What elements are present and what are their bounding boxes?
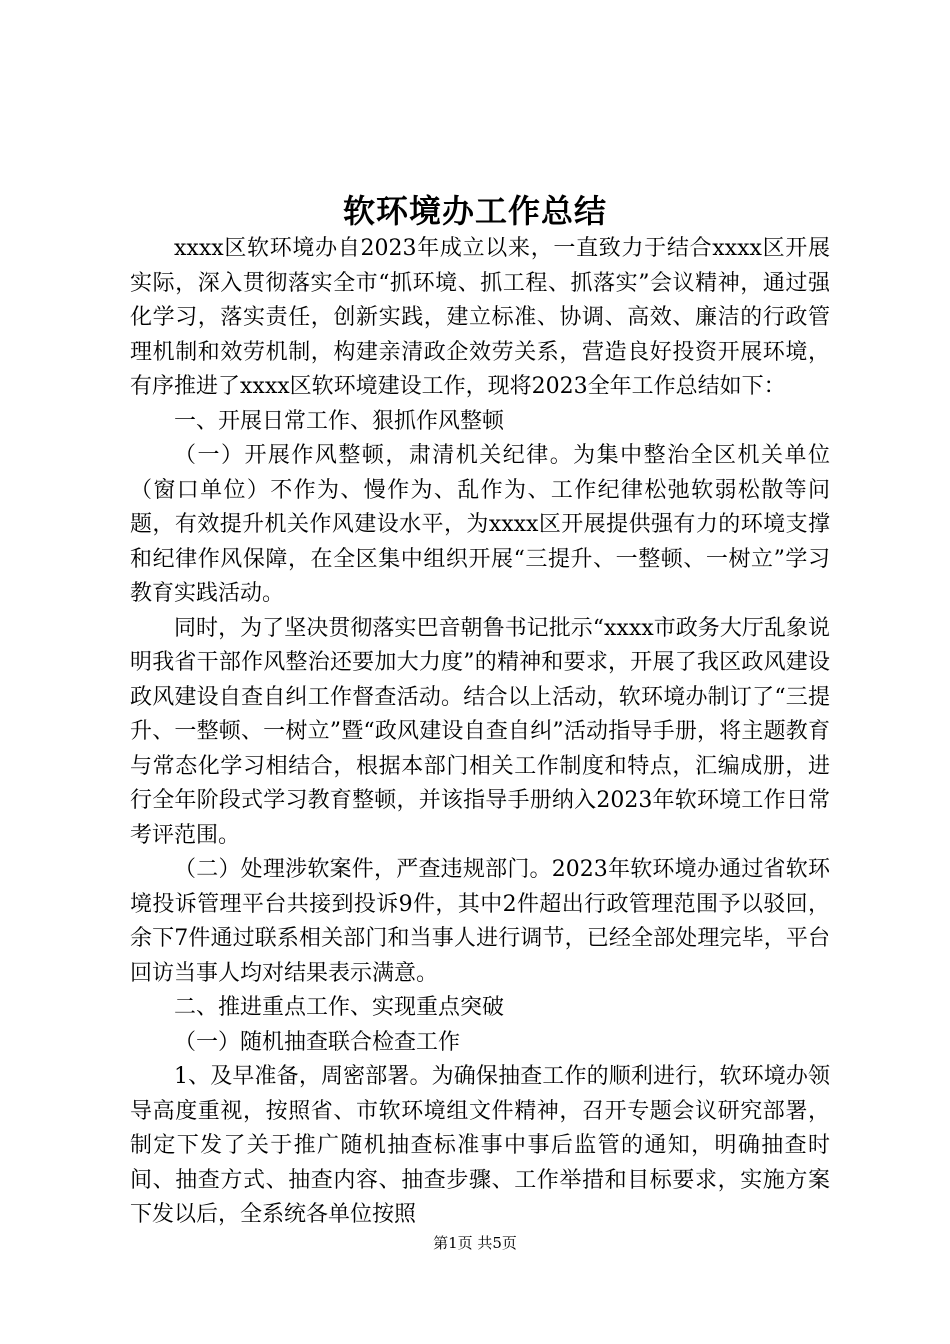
document-title: 软环境办工作总结 [342, 192, 607, 230]
paragraph-1-2: （二）处理涉软案件，严查违规部门。2023年软环境办通过省软环境投诉管理平台共接到投诉9件，其中2件超出行政管理范围予以驳回，余下7件通过联系相关部门和当事人进行调节，已经全部处理完毕，平台回访当事人均对结果表示满意。 [130, 857, 830, 986]
paragraph-1-1-continued: 同时，为了坚决贯彻落实巴音朝鲁书记批示“xxxx市政务大厅乱象说明我省干部作风整治还要加大力度”的精神和要求，开展了我区政风建设政风建设自查自纠工作督查活动。结合以上活动，软环境办制订了“三提升、一整顿、一树立”暨“政风建设自查自纠”活动指导手册，将主题教育与常态化学习相结合，根据本部门相关工作制度和特点，汇编成册，进行全年阶段式学习教育整顿，并该指导手册纳入2023年软环境工作日常考评范围。 [130, 615, 830, 848]
subsection-heading-2-1: （一）随机抽查联合检查工作 [174, 1029, 461, 1055]
page-number-footer: 第1页 共5页 [433, 1234, 517, 1252]
paragraph-1-1: （一）开展作风整顿，肃清机关纪律。为集中整治全区机关单位（窗口单位）不作为、慢作为、乱作为、工作纪律松弛软弱松散等问题，有效提升机关作风建设水平，为xxxx区开展提供强有力的环境支撑和纪律作风保障，在全区集中组织开展“三提升、一整顿、一树立”学习教育实践活动。 [130, 443, 830, 606]
paragraph-2-1-1: 1、及早准备，周密部署。为确保抽查工作的顺利进行，软环境办领导高度重视，按照省、市软环境组文件精神，召开专题会议研究部署，制定下发了关于推广随机抽查标准事中事后监管的通知，明确抽查时间、抽查方式、抽查内容、抽查步骤、工作举措和目标要求，实施方案下发以后，全系统各单位按照 [130, 1064, 830, 1227]
document-body [130, 232, 830, 1233]
paragraph-intro: xxxx区软环境办自2023年成立以来，一直致力于结合xxxx区开展实际，深入贯彻落实全市“抓环境、抓工程、抓落实”会议精神，通过强化学习，落实责任，创新实践，建立标准、协调、高效、廉洁的行政管理机制和效劳机制，构建亲清政企效劳关系，营造良好投资开展环境，有序推进了xxxx区软环境建设工作，现将2023全年工作总结如下： [130, 236, 830, 399]
section-heading-2: 二、推进重点工作、实现重点突破 [174, 995, 505, 1020]
section-heading-1: 一、开展日常工作、狠抓作风整顿 [174, 408, 505, 434]
